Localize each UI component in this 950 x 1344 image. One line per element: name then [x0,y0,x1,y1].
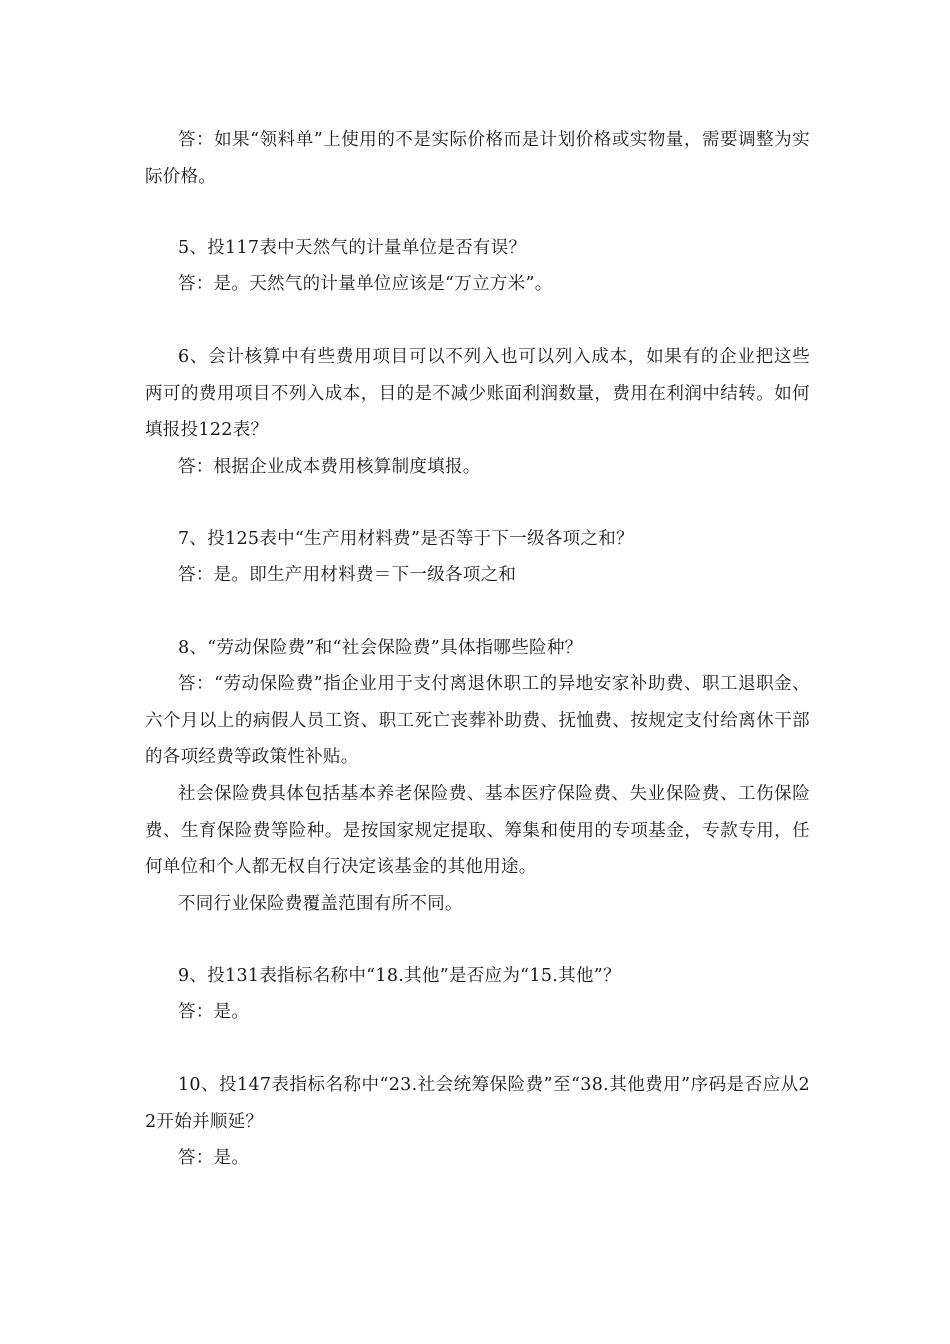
answer-8-part-1: 答：“劳动保险费”指企业用于支付离退休职工的异地安家补助费、职工退职金、六个月以上的病假人员工资、职工死亡丧葬补助费、抚恤费、按规定支付给离休干部的各项经费等政策性补贴。 [145,674,810,767]
question-8: 8、“劳动保险费”和“社会保险费”具体指哪些险种？ [178,638,583,658]
answer-paragraph-4: 答：如果“领料单”上使用的不是实际价格而是计划价格或实物量，需要调整为实际价格。 [145,130,810,187]
answer-8-part-3: 不同行业保险费覆盖范围有所不同。 [178,894,463,914]
answer-9: 答：是。 [178,1002,250,1022]
question-6: 6、会计核算中有些费用项目可以不列入也可以列入成本，如果有的企业把这些两可的费用项目不列入成本，目的是不减少账面利润数量，费用在利润中结转。如何填报投122表？ [145,347,810,440]
answer-5: 答：是。天然气的计量单位应该是“万立方米”。 [178,274,553,294]
answer-6: 答：根据企业成本费用核算制度填报。 [178,457,481,477]
answer-10: 答：是。 [178,1148,250,1168]
question-9: 9、投131表指标名称中“18.其他”是否应为“15.其他”？ [178,966,621,986]
question-5: 5、投117表中天然气的计量单位是否有误？ [178,238,527,258]
question-7: 7、投125表中“生产用材料费”是否等于下一级各项之和？ [178,529,634,549]
answer-7: 答：是。即生产用材料费＝下一级各项之和 [178,565,517,585]
question-10: 10、投147表指标名称中“23.社会统筹保险费”至“38.其他费用”序码是否应从22开始并顺延？ [145,1075,810,1132]
answer-8-part-2: 社会保险费具体包括基本养老保险费、基本医疗保险费、失业保险费、工伤保险费、生育保险费等险种。是按国家规定提取、筹集和使用的专项基金，专款专用，任何单位和个人都无权自行决定该基金的其他用途。 [145,784,810,877]
